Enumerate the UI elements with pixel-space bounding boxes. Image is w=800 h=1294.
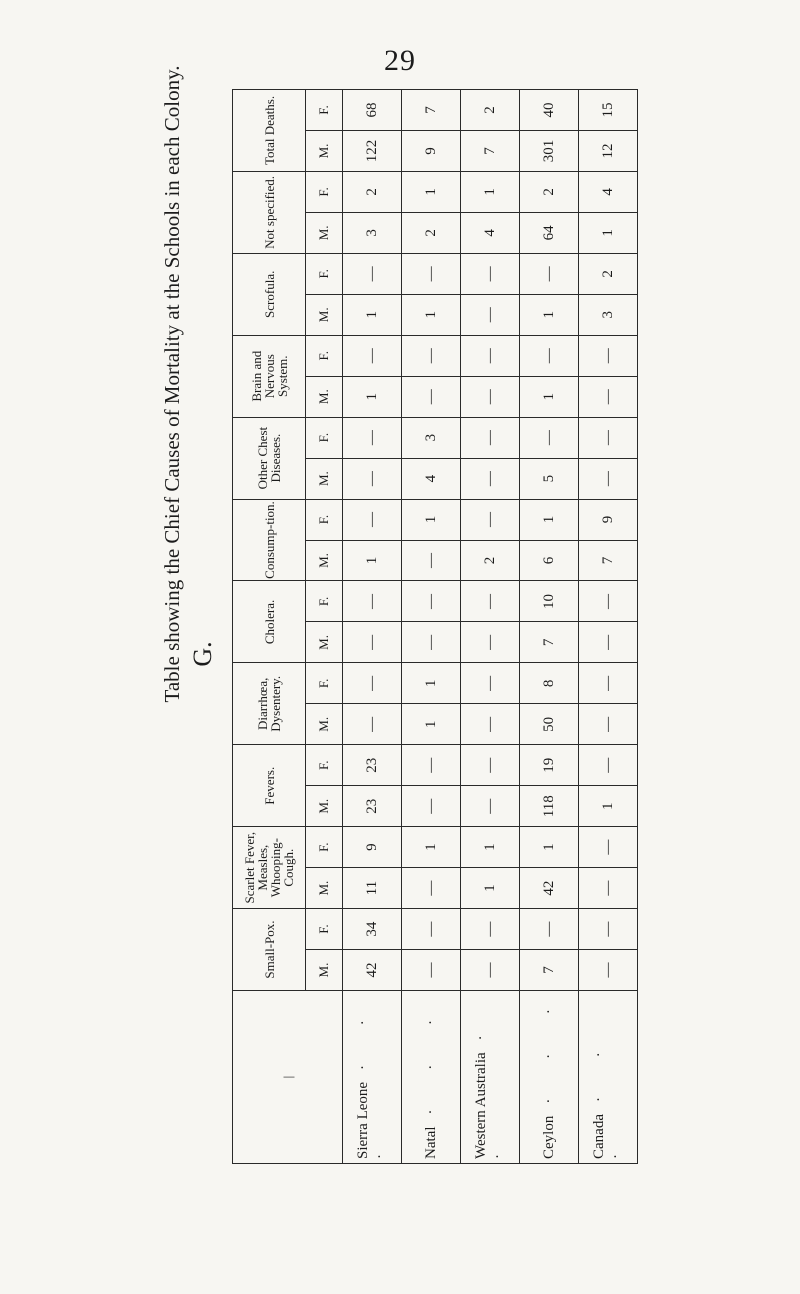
cause-header: Diarrhœa, Dysentery.: [233, 663, 306, 745]
cause-header: Other Chest Diseases.: [233, 417, 306, 499]
value-cell: 1: [461, 171, 520, 212]
value-cell: —: [343, 663, 402, 704]
value-cell: —: [402, 622, 461, 663]
sex-header: F.: [306, 335, 343, 376]
cause-header: Fevers.: [233, 745, 306, 827]
cause-header: Small-Pox.: [233, 909, 306, 991]
value-cell: —: [343, 417, 402, 458]
value-cell: 1: [579, 786, 638, 827]
table-number: G.: [188, 641, 217, 667]
value-cell: 3: [402, 417, 461, 458]
cause-header: Brain and Nervous System.: [233, 335, 306, 417]
value-cell: 4: [579, 171, 638, 212]
value-cell: —: [579, 417, 638, 458]
colony-name: Sierra Leone: [355, 1081, 371, 1159]
sex-header: F.: [306, 90, 343, 131]
value-cell: 1: [343, 376, 402, 417]
page-number: 29: [384, 44, 416, 77]
value-cell: 42: [520, 868, 579, 909]
colony-name-cell: [579, 991, 638, 1164]
sex-header: F.: [306, 663, 343, 704]
colony-name: Natal: [422, 1126, 439, 1159]
colony-name-cell: [461, 991, 520, 1164]
value-cell: 1: [461, 827, 520, 868]
value-cell: —: [579, 458, 638, 499]
table-row: [402, 90, 461, 1164]
value-cell: —: [579, 622, 638, 663]
sex-header: M.: [306, 458, 343, 499]
value-cell: 1: [343, 294, 402, 335]
value-cell: —: [520, 335, 579, 376]
cause-header: Scrofula.: [233, 253, 306, 335]
value-cell: 1: [402, 171, 461, 212]
cause-header: Not specified.: [233, 171, 306, 253]
colony-name-cell: [520, 991, 579, 1164]
value-cell: 7: [520, 950, 579, 991]
value-cell: 8: [520, 663, 579, 704]
value-cell: 6: [520, 540, 579, 581]
colony-name: Ceylon: [540, 1115, 557, 1159]
sex-header: M.: [306, 868, 343, 909]
value-cell: —: [343, 499, 402, 540]
value-cell: 5: [520, 458, 579, 499]
sex-header: F.: [306, 499, 343, 540]
value-cell: —: [402, 581, 461, 622]
value-cell: —: [579, 909, 638, 950]
value-cell: 3: [343, 212, 402, 253]
value-cell: —: [343, 458, 402, 499]
value-cell: 1: [402, 663, 461, 704]
table-body: [343, 90, 638, 1164]
value-cell: —: [579, 868, 638, 909]
value-cell: —: [461, 458, 520, 499]
value-cell: —: [461, 376, 520, 417]
value-cell: —: [461, 704, 520, 745]
value-cell: 3: [579, 294, 638, 335]
value-cell: —: [343, 622, 402, 663]
table-row: [520, 90, 579, 1164]
value-cell: —: [402, 868, 461, 909]
sex-header: M.: [306, 950, 343, 991]
value-cell: —: [343, 704, 402, 745]
value-cell: —: [402, 745, 461, 786]
value-cell: —: [579, 376, 638, 417]
value-cell: —: [402, 950, 461, 991]
value-cell: 1: [520, 827, 579, 868]
value-cell: 1: [579, 212, 638, 253]
leader-dots: · · ·: [540, 991, 557, 1104]
sex-header: F.: [306, 581, 343, 622]
colony-name-cell: [402, 991, 461, 1164]
leader-dots: · ·: [473, 1017, 506, 1159]
value-cell: 7: [402, 90, 461, 131]
value-cell: —: [520, 417, 579, 458]
colony-name: Canada: [591, 1114, 607, 1159]
value-cell: 9: [402, 130, 461, 171]
value-cell: —: [579, 745, 638, 786]
value-cell: 4: [402, 458, 461, 499]
value-cell: 1: [520, 499, 579, 540]
value-cell: 1: [402, 294, 461, 335]
value-cell: 1: [343, 540, 402, 581]
leader-dots: · · ·: [591, 1034, 624, 1159]
sex-header: M.: [306, 622, 343, 663]
value-cell: 64: [520, 212, 579, 253]
value-cell: 10: [520, 581, 579, 622]
value-cell: 1: [520, 376, 579, 417]
sex-header: M.: [306, 130, 343, 171]
colony-column-header: |: [233, 991, 343, 1164]
cause-header-row: [233, 90, 306, 1164]
leader-dots: · · ·: [422, 1002, 439, 1115]
value-cell: 2: [402, 212, 461, 253]
sex-header: F.: [306, 909, 343, 950]
value-cell: 2: [579, 253, 638, 294]
value-cell: —: [461, 663, 520, 704]
value-cell: —: [402, 253, 461, 294]
value-cell: 19: [520, 745, 579, 786]
value-cell: —: [343, 581, 402, 622]
value-cell: —: [520, 909, 579, 950]
value-cell: 118: [520, 786, 579, 827]
leader-dots: · · ·: [355, 1002, 388, 1159]
value-cell: 12: [579, 130, 638, 171]
value-cell: 15: [579, 90, 638, 131]
value-cell: —: [461, 745, 520, 786]
table-row: [579, 90, 638, 1164]
value-cell: —: [343, 253, 402, 294]
value-cell: —: [402, 909, 461, 950]
value-cell: 50: [520, 704, 579, 745]
value-cell: —: [461, 909, 520, 950]
value-cell: 4: [461, 212, 520, 253]
sex-header: M.: [306, 294, 343, 335]
value-cell: —: [402, 786, 461, 827]
value-cell: —: [461, 581, 520, 622]
value-cell: 301: [520, 130, 579, 171]
value-cell: 1: [520, 294, 579, 335]
value-cell: —: [579, 663, 638, 704]
value-cell: —: [343, 335, 402, 376]
value-cell: 9: [579, 499, 638, 540]
value-cell: 122: [343, 130, 402, 171]
value-cell: 11: [343, 868, 402, 909]
value-cell: —: [402, 540, 461, 581]
value-cell: —: [461, 253, 520, 294]
value-cell: 34: [343, 909, 402, 950]
value-cell: —: [461, 417, 520, 458]
value-cell: 2: [343, 171, 402, 212]
value-cell: 7: [520, 622, 579, 663]
colony-name: Western Australia: [473, 1052, 489, 1159]
value-cell: 1: [461, 868, 520, 909]
value-cell: 23: [343, 745, 402, 786]
value-cell: 7: [579, 540, 638, 581]
sex-header: M.: [306, 704, 343, 745]
value-cell: 2: [520, 171, 579, 212]
table-caption: Table showing the Chief Causes of Mortality at the Schools in each Colony.: [160, 65, 184, 703]
sex-header: F.: [306, 827, 343, 868]
value-cell: 7: [461, 130, 520, 171]
value-cell: 1: [402, 827, 461, 868]
sex-header: M.: [306, 540, 343, 581]
value-cell: 9: [343, 827, 402, 868]
value-cell: —: [402, 335, 461, 376]
value-cell: —: [579, 950, 638, 991]
sex-header: F.: [306, 417, 343, 458]
sex-header: M.: [306, 376, 343, 417]
sex-header: F.: [306, 171, 343, 212]
table-row: [343, 90, 402, 1164]
value-cell: 23: [343, 786, 402, 827]
sex-header: F.: [306, 745, 343, 786]
value-cell: —: [461, 786, 520, 827]
cause-header: Total Deaths.: [233, 90, 306, 172]
table-row: [461, 90, 520, 1164]
value-cell: 68: [343, 90, 402, 131]
value-cell: —: [402, 376, 461, 417]
value-cell: —: [520, 253, 579, 294]
value-cell: 1: [402, 704, 461, 745]
colony-name-cell: [343, 991, 402, 1164]
value-cell: —: [461, 950, 520, 991]
value-cell: —: [461, 294, 520, 335]
value-cell: —: [579, 704, 638, 745]
value-cell: —: [579, 335, 638, 376]
value-cell: —: [461, 499, 520, 540]
value-cell: 1: [402, 499, 461, 540]
cause-header: Scarlet Fever, Measles, Whooping-Cough.: [233, 827, 306, 909]
value-cell: 2: [461, 540, 520, 581]
value-cell: —: [579, 581, 638, 622]
cause-header: Cholera.: [233, 581, 306, 663]
sex-header: M.: [306, 212, 343, 253]
value-cell: —: [461, 622, 520, 663]
mortality-table: [232, 89, 638, 1164]
value-cell: —: [579, 827, 638, 868]
value-cell: —: [461, 335, 520, 376]
sex-header: M.: [306, 786, 343, 827]
value-cell: 40: [520, 90, 579, 131]
cause-header: Consump-tion.: [233, 499, 306, 581]
sex-header: F.: [306, 253, 343, 294]
value-cell: 2: [461, 90, 520, 131]
value-cell: 42: [343, 950, 402, 991]
